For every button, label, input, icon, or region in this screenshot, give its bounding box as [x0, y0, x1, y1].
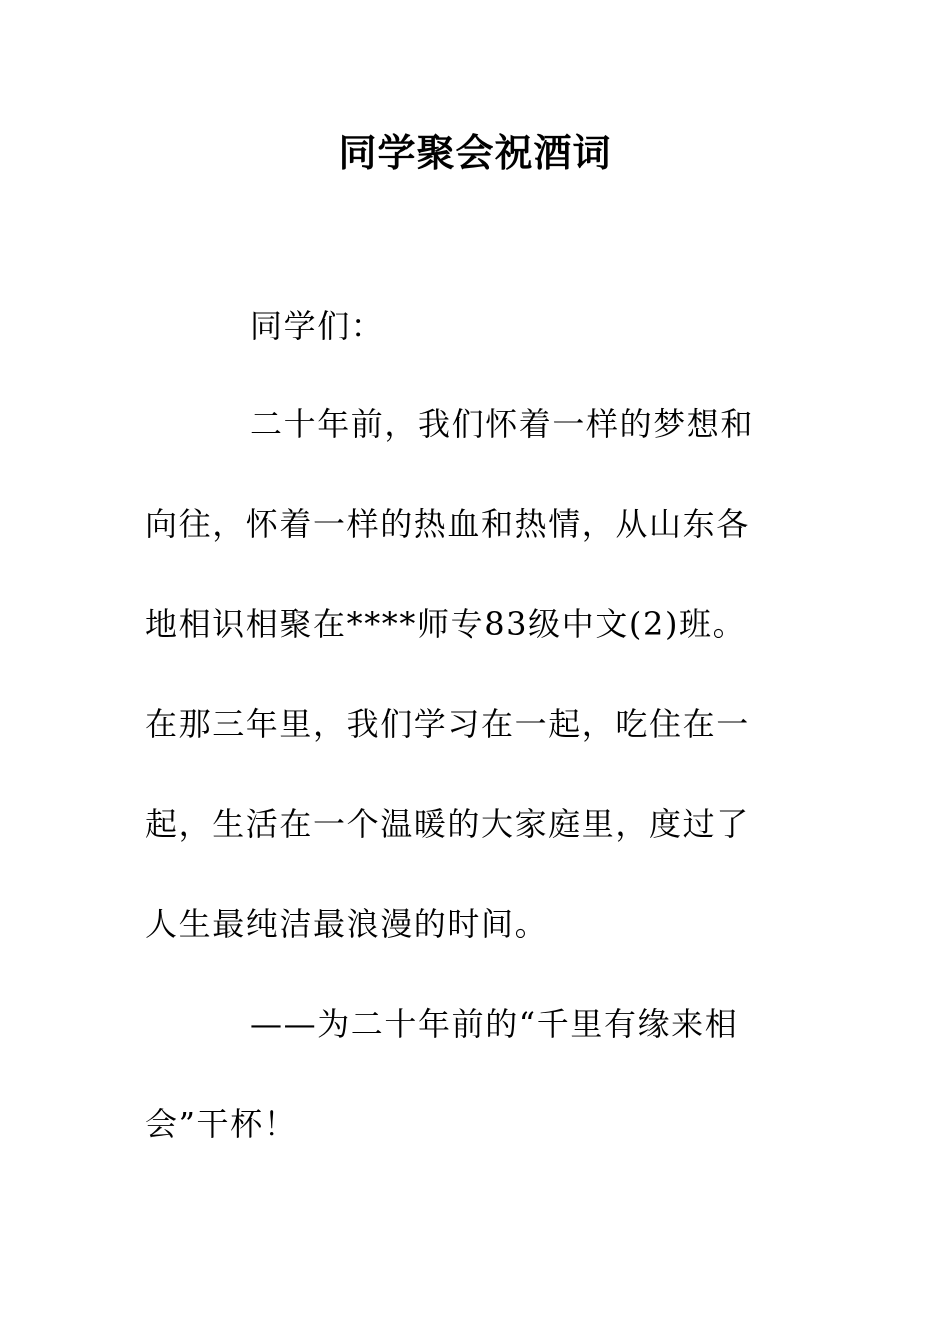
body-line: 地相识相聚在****师专83级中文(2)班。 [145, 605, 747, 643]
body-line: 二十年前，我们怀着一样的梦想和 [250, 405, 755, 443]
body-line: 向往，怀着一样的热血和热情，从山东各 [145, 505, 750, 543]
toast-line: ——为二十年前的“千里有缘来相 [250, 1005, 739, 1043]
body-line: 人生最纯洁最浪漫的时间。 [145, 905, 549, 943]
body-line: 起，生活在一个温暖的大家庭里，度过了 [145, 805, 750, 843]
body-line: 在那三年里，我们学习在一起，吃住在一 [145, 705, 750, 743]
salutation-line: 同学们： [250, 307, 385, 345]
toast-line: 会”干杯！ [145, 1105, 298, 1143]
document-title: 同学聚会祝酒词 [338, 130, 612, 175]
